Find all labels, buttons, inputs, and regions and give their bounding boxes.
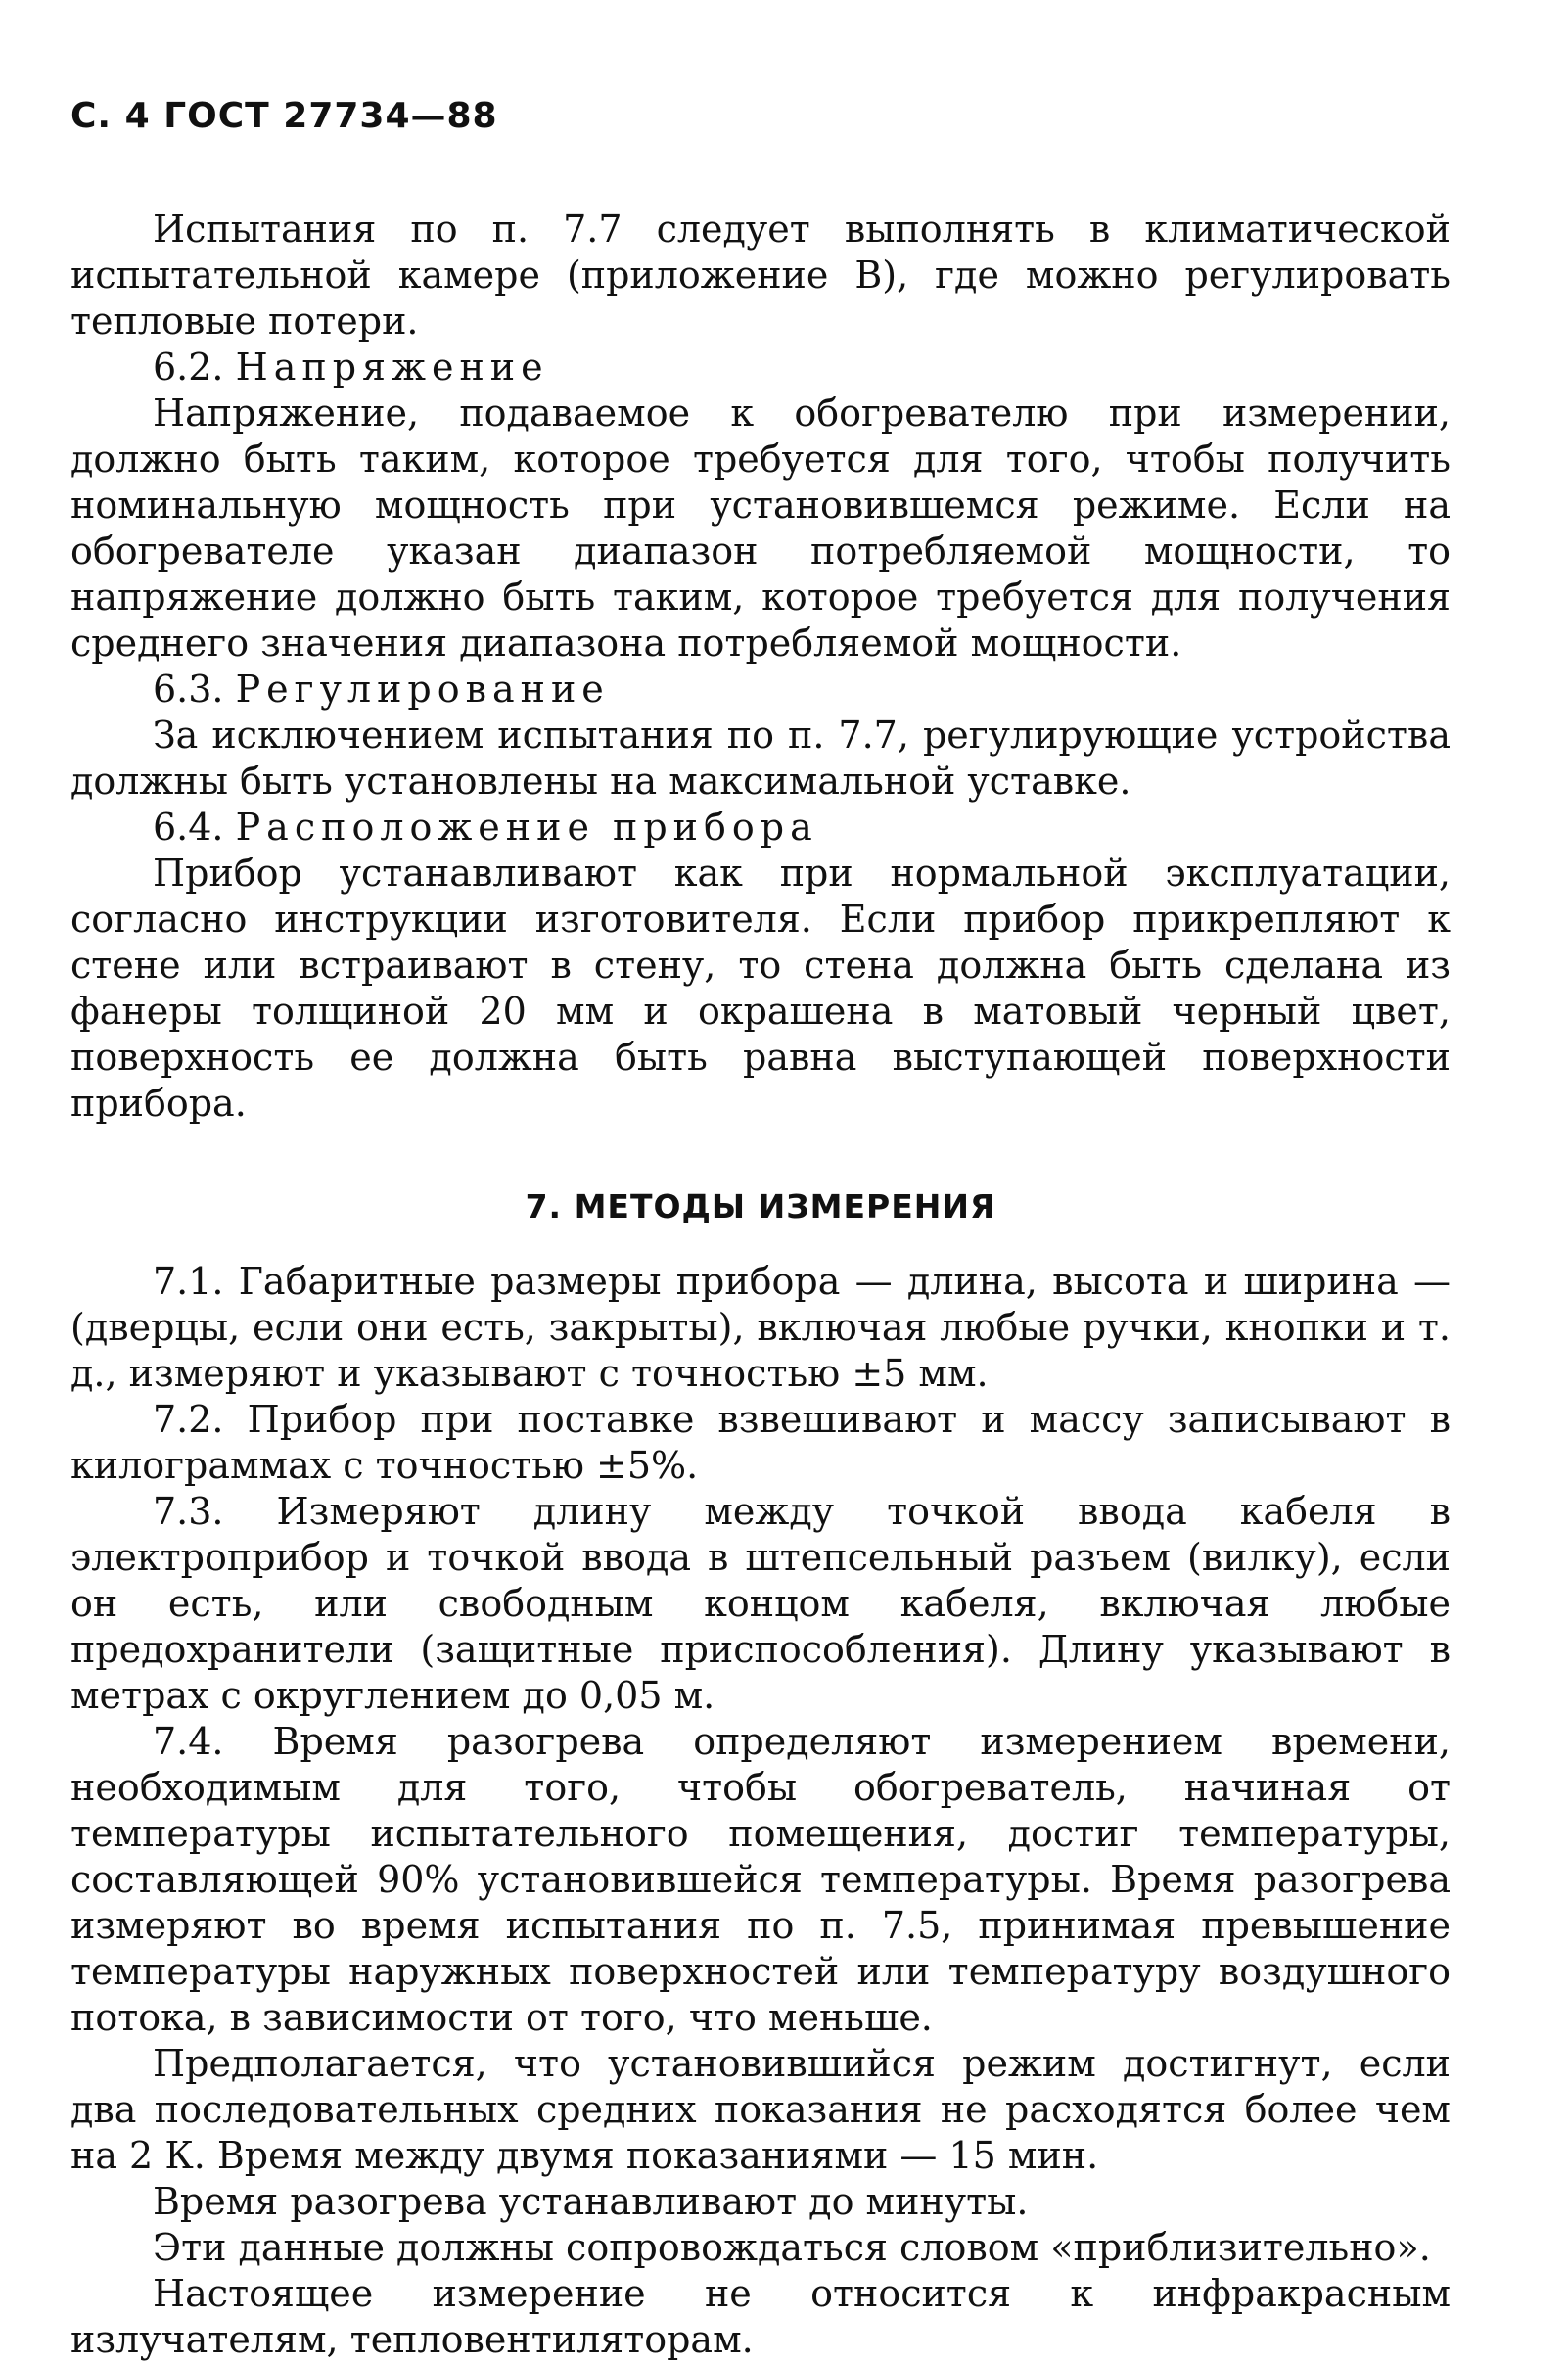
- clause-6-3-number: 6.3.: [153, 668, 224, 711]
- paragraph-7-2: 7.2. Прибор при поставке взвешивают и массу записывают в килограммах с точностью ±5%.: [70, 1398, 1451, 1487]
- clause-6-4-title: Расположение прибора: [235, 806, 818, 849]
- paragraph-6-4: Прибор устанавливают как при нормальной эксплуатации, согласно инструкции изготовителя. Если прибор прикрепляют к стене или встраивают в стену, то стена должна быть сделана из фанеры толщиной 20 мм и окрашена в матовый черный цвет, поверхность ее должна быть равна выступающей поверхности прибора.: [70, 852, 1451, 1125]
- clause-6-2-number: 6.2.: [153, 346, 224, 389]
- paragraph-7-3: 7.3. Измеряют длину между точкой ввода кабеля в электроприбор и точкой ввода в штепсельный разъем (вилку), если он есть, или свободным концом кабеля, включая любые предохранители (защитные приспособления). Длину указывают в метрах с округлением до 0,05 м.: [70, 1490, 1451, 1717]
- paragraph-7-4-minute: Время разогрева устанавливают до минуты.: [153, 2180, 1029, 2223]
- paragraph-6-3: За исключением испытания по п. 7.7, регулирующие устройства должны быть установлены на максимальной уставке.: [70, 714, 1451, 803]
- clause-6-3-title: Регулирование: [235, 668, 610, 711]
- paragraph-7-1: 7.1. Габаритные размеры прибора — длина, высота и ширина — (дверцы, если они есть, закрыты), включая любые ручки, кнопки и т. д., измеряют и указывают с точностью ±5 мм.: [70, 1260, 1451, 1395]
- page-header: С. 4 ГОСТ 27734—88: [70, 96, 498, 136]
- clause-6-2-title: Напряжение: [235, 346, 549, 389]
- paragraph-6-2: Напряжение, подаваемое к обогревателю при измерении, должно быть таким, которое требуется для того, чтобы получить номинальную мощность при установившемся режиме. Если на обогревателе указан диапазон потребляемой мощности, то напряжение должно быть таким, которое требуется для получения среднего значения диапазона потребляемой мощности.: [70, 392, 1451, 665]
- clause-6-3-heading: [70, 667, 1451, 713]
- clause-6-4-number: 6.4.: [153, 806, 224, 849]
- clause-6-4-heading: [70, 805, 1451, 851]
- paragraph-intro: Испытания по п. 7.7 следует выполнять в климатической испытательной камере (приложение В), где можно регулировать тепловые потери.: [70, 208, 1451, 343]
- paragraph-7-4: 7.4. Время разогрева определяют измерением времени, необходимым для того, чтобы обогреватель, начиная от температуры испытательного помещения, достиг температуры, составляющей 90% установившейся температуры. Время разогрева измеряют во время испытания по п. 7.5, принимая превышение температуры наружных поверхностей или температуру воздушного потока, в зависимости от того, что меньше.: [70, 1720, 1451, 2039]
- section-7-title: 7. МЕТОДЫ ИЗМЕРЕНИЯ: [525, 1187, 996, 1226]
- paragraph-7-4-exclusion: Настоящее измерение не относится к инфракрасным излучателям, тепловентиляторам.: [70, 2272, 1451, 2361]
- clause-6-2-heading: [70, 345, 1451, 391]
- paragraph-7-4-steady-state: Предполагается, что установившийся режим достигнут, если два последовательных средних показания не расходятся более чем на 2 К. Время между двумя показаниями — 15 мин.: [70, 2042, 1451, 2177]
- paragraph-7-4-approx: Эти данные должны сопровождаться словом «приблизительно».: [153, 2226, 1431, 2269]
